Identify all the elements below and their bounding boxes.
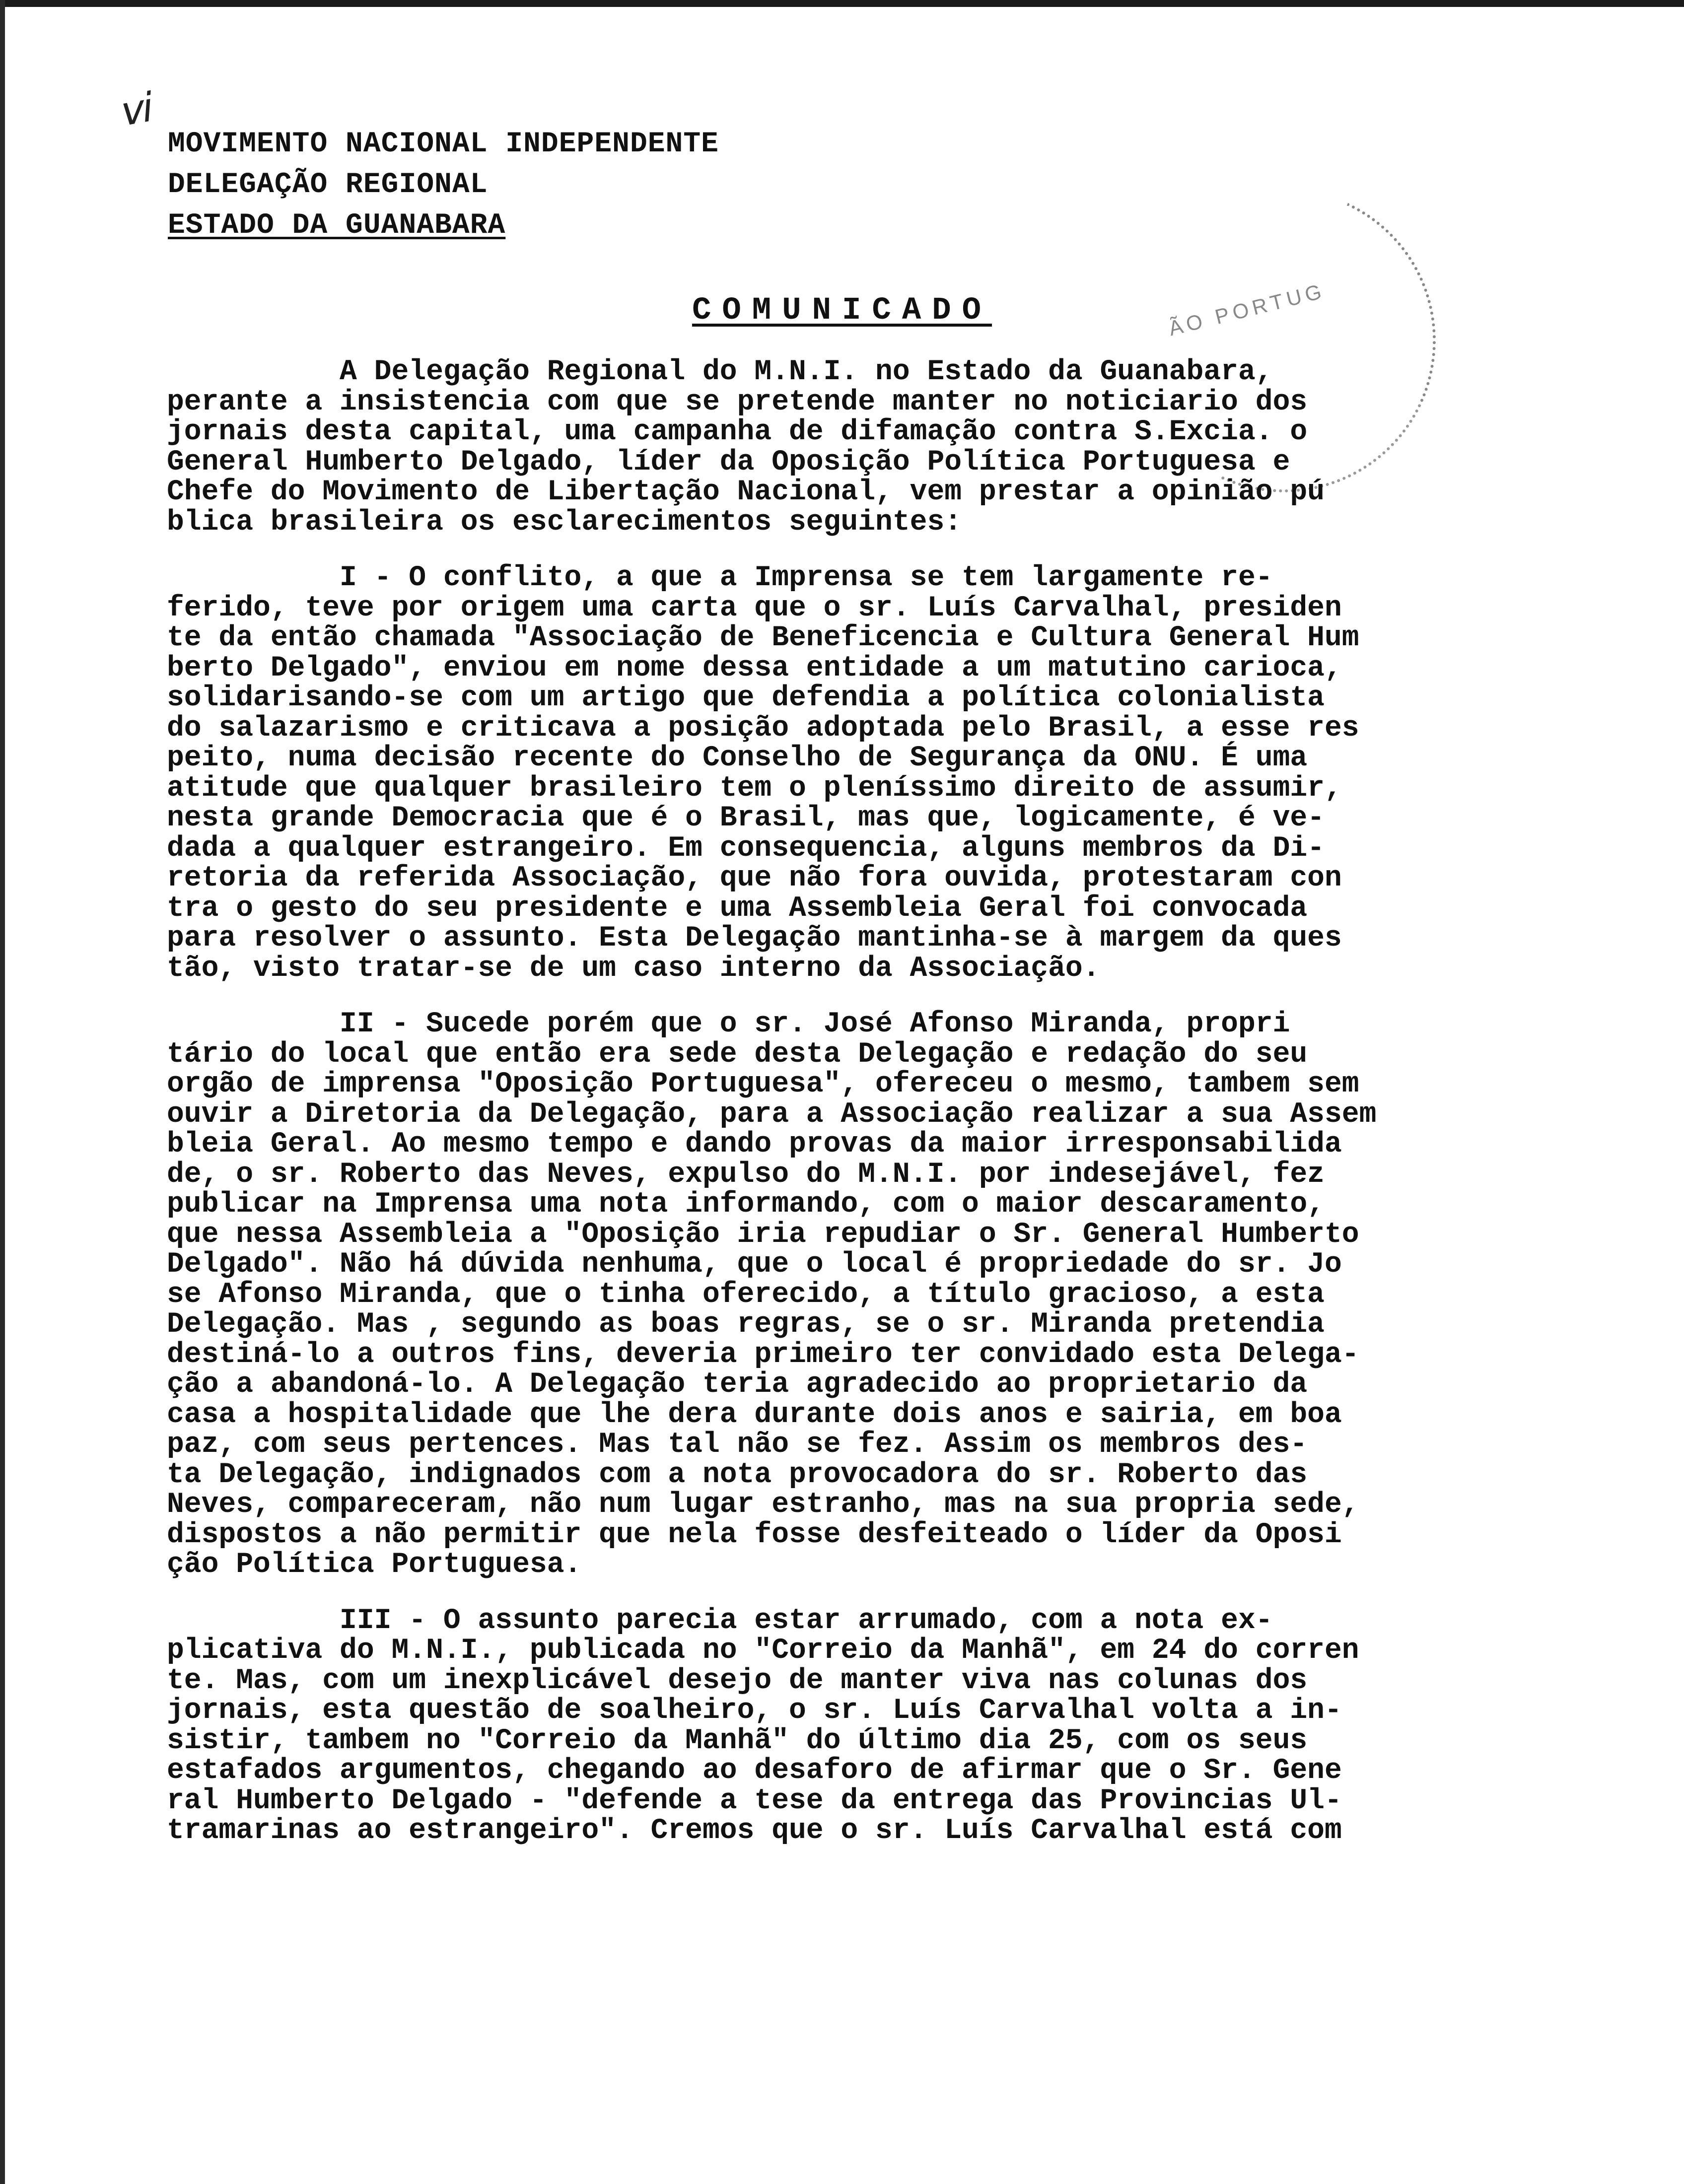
text-line: tário do local que então era sede desta Delegação e redação do seu [167,1038,1308,1071]
document-title: COMUNICADO [692,293,992,329]
handwritten-mark: ⅵ [115,88,154,138]
text-line: te. Mas, com um inexplicável desejo de manter viva nas colunas dos [167,1664,1308,1697]
text-line: se Afonso Miranda, que o tinha oferecido, a título gracioso, a esta [167,1278,1325,1311]
text-line: te da então chamada "Associação de Beneficencia e Cultura General Hum [167,622,1359,654]
text-line: solidarisando-se com um artigo que defendia a política colonialista [167,682,1325,714]
text-line: Neves, compareceram, não num lugar estranho, mas na sua propria sede, [167,1489,1359,1521]
text-line: A Delegação Regional do M.N.I. no Estado da Guanabara, [167,356,1273,388]
text-line: I - O conflito, a que a Imprensa se tem largamente re- [167,562,1273,594]
scan-top-border [0,0,1684,7]
text-line: ferido, teve por origem uma carta que o sr. Luís Carvalhal, presiden [167,592,1342,624]
text-line: ral Humberto Delgado - "defende a tese da entrega das Provincias Ul- [167,1784,1342,1817]
text-line: tão, visto tratar-se de um caso interno da Associação. [167,952,1100,985]
text-line: dispostos a não permitir que nela fosse desfeiteado o líder da Oposi [167,1518,1342,1551]
text-line: publicar na Imprensa uma nota informando, com o maior descaramento, [167,1188,1325,1221]
text-line: General Humberto Delgado, líder da Oposição Política Portuguesa e [167,446,1290,478]
text-line: casa a hospitalidade que lhe dera durante dois anos e sairia, em boa [167,1398,1342,1431]
text-line: jornais desta capital, uma campanha de difamação contra S.Excia. o [167,416,1308,448]
text-line: tramarinas ao estrangeiro". Cremos que o sr. Luís Carvalhal está com [167,1815,1342,1847]
text-line: jornais, esta questão de soalheiro, o sr. Luís Carvalhal volta a in- [167,1695,1342,1727]
paragraph-section-3 [167,1606,1547,1846]
text-line: ção a abandoná-lo. A Delegação teria agradecido ao proprietario da [167,1368,1308,1401]
text-line: III - O assunto parecia estar arrumado, com a nota ex- [167,1604,1273,1637]
text-line: orgão de imprensa "Oposição Portuguesa", ofereceu o mesmo, tambem sem [167,1068,1359,1100]
text-line: sistir, tambem no "Correio da Manhã" do último dia 25, com os seus [167,1724,1308,1757]
text-line: berto Delgado", enviou em nome dessa entidade a um matutino carioca, [167,652,1342,684]
paragraph-section-1 [167,563,1547,984]
text-line: nesta grande Democracia que é o Brasil, mas que, logicamente, é ve- [167,802,1325,834]
letterhead-delegation: DELEGAÇÃO REGIONAL [168,169,488,201]
text-line: II - Sucede porém que o sr. José Afonso Miranda, propri [167,1008,1290,1040]
text-line: ouvir a Diretoria da Delegação, para a Associação realizar a sua Assem [167,1098,1377,1131]
letterhead-organization: MOVIMENTO NACIONAL INDEPENDENTE [168,128,719,160]
text-line: bleia Geral. Ao mesmo tempo e dando provas da maior irresponsabilida [167,1128,1342,1160]
text-line: Delgado". Não há dúvida nenhuma, que o local é propriedade do sr. Jo [167,1248,1342,1281]
text-line: blica brasileira os esclarecimentos seguintes: [167,506,962,539]
document-body [167,357,1547,1846]
text-line: atitude que qualquer brasileiro tem o pleníssimo direito de assumir, [167,772,1342,805]
text-line: para resolver o assunto. Esta Delegação mantinha-se à margem da ques [167,922,1342,955]
text-line: dada a qualquer estrangeiro. Em consequencia, alguns membros da Di- [167,832,1325,865]
paragraph-intro [167,357,1547,538]
text-line: Chefe do Movimento de Libertação Nacional, vem prestar a opinião pú [167,476,1325,508]
text-line: destiná-lo a outros fins, deveria primeiro ter convidado esta Delega- [167,1338,1359,1371]
text-line: retoria da referida Associação, que não fora ouvida, protestaram con [167,862,1342,894]
letterhead-state: ESTADO DA GUANABARA [168,209,506,242]
text-line: plicativa do M.N.I., publicada no "Correio da Manhã", em 24 do corren [167,1635,1359,1667]
text-line: perante a insistencia com que se pretende manter no noticiario dos [167,386,1308,418]
text-line: de, o sr. Roberto das Neves, expulso do M.N.I. por indesejável, fez [167,1158,1325,1191]
text-line: que nessa Assembleia a "Oposição iria repudiar o Sr. General Humberto [167,1218,1359,1251]
text-line: estafados argumentos, chegando ao desaforo de afirmar que o Sr. Gene [167,1755,1342,1787]
paragraph-section-2 [167,1010,1547,1580]
text-line: do salazarismo e criticava a posição adoptada pelo Brasil, a esse res [167,712,1359,745]
text-line: peito, numa decisão recente do Conselho de Segurança da ONU. É uma [167,742,1308,774]
stamp-text: ÃO PORTUG [1166,278,1328,341]
letterhead [168,124,719,246]
text-line: ta Delegação, indignados com a nota provocadora do sr. Roberto das [167,1458,1308,1491]
text-line: paz, com seus pertences. Mas tal não se fez. Assim os membros des- [167,1429,1308,1461]
text-line: tra o gesto do seu presidente e uma Assembleia Geral foi convocada [167,892,1308,925]
text-line: ção Política Portuguesa. [167,1549,582,1581]
text-line: Delegação. Mas , segundo as boas regras, se o sr. Miranda pretendia [167,1308,1325,1341]
